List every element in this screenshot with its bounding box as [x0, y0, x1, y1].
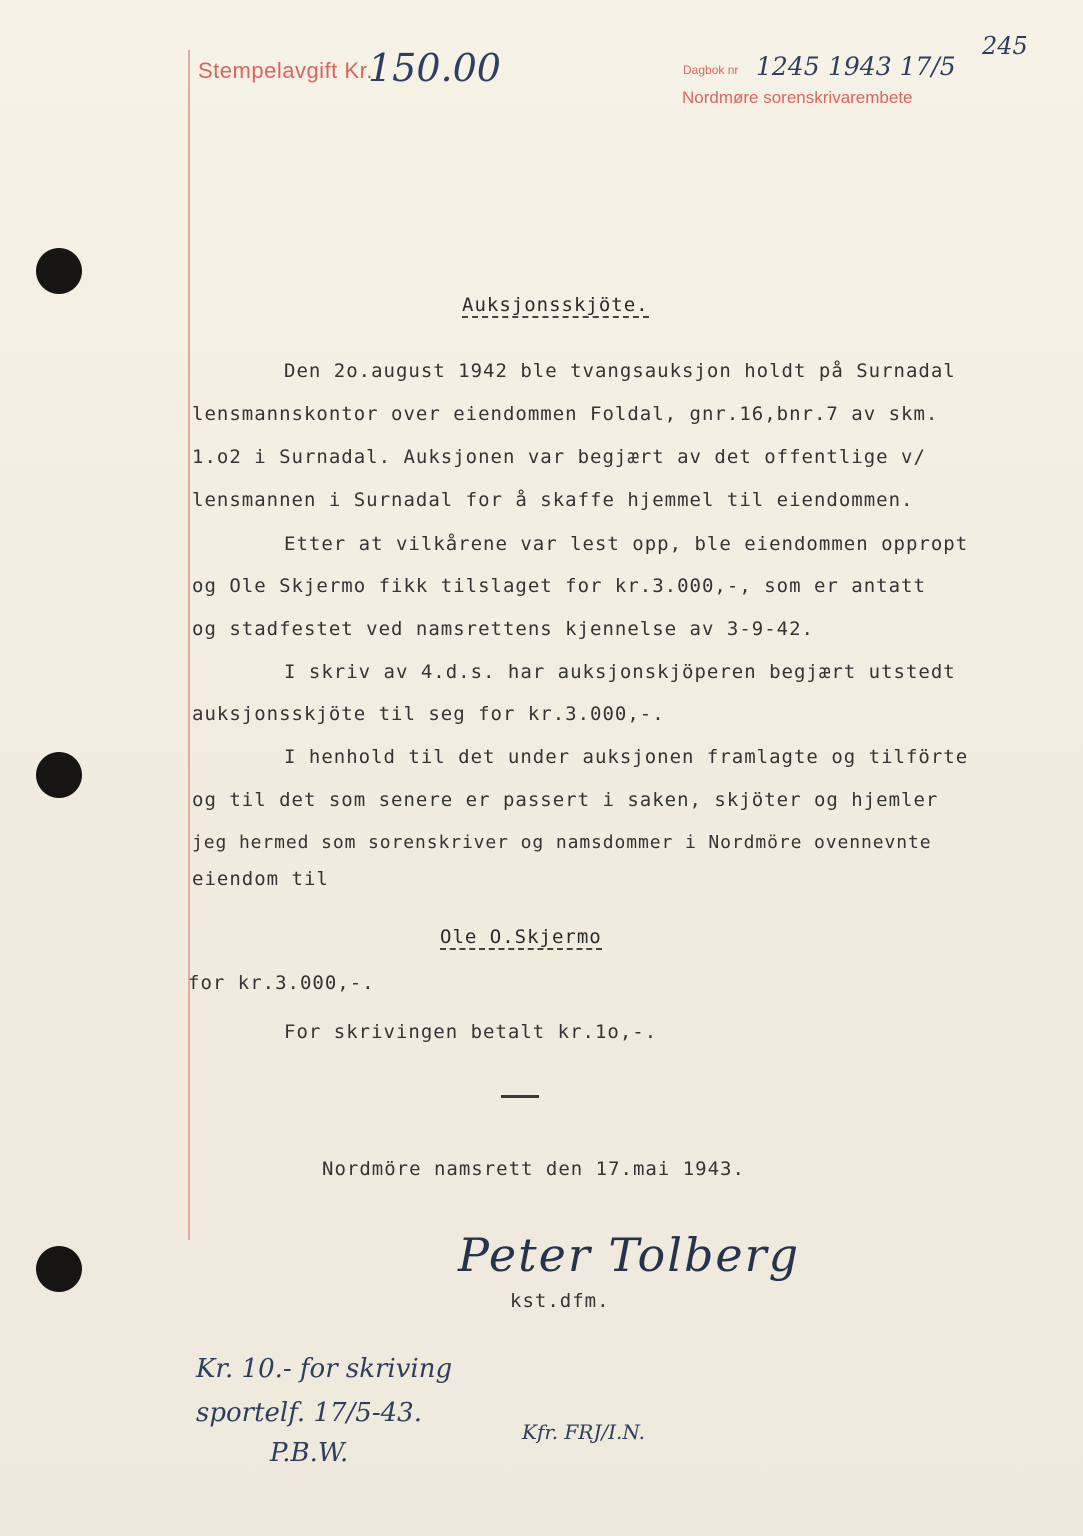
body-line-3: 1.o2 i Surnadal. Auksjonen var begjært av det offentlige v/ — [192, 446, 926, 468]
note-line-1: Kr. 10.- for skriving — [196, 1354, 453, 1384]
diary-number: 1245 — [756, 52, 820, 81]
punch-hole-top — [36, 248, 82, 294]
body-line-9: auksjonsskjöte til seg for kr.3.000,-. — [192, 703, 665, 725]
body-line-4: lensmannen i Surnadal for å skaffe hjemmel til eiendommen. — [192, 489, 914, 511]
document-title: Auksjonsskjöte. — [462, 294, 649, 316]
body-line-7: og stadfestet ved namsrettens kjennelse av 3-9-42. — [192, 618, 814, 640]
body-line-2: lensmannskontor over eiendommen Foldal, gnr.16,bnr.7 av skm. — [192, 403, 939, 425]
body-line-10: I henhold til det under auksjonen framlagte og tilförte — [284, 746, 969, 768]
body-line-11: og til det som senere er passert i saken, skjöter og hjemler — [192, 789, 939, 811]
body-line-6: og Ole Skjermo fikk tilslaget for kr.3.000,-, som er antatt — [192, 575, 926, 597]
body-line-13: eiendom til — [192, 868, 329, 890]
body-line-8: I skriv av 4.d.s. har auksjonskjöperen begjært utstedt — [284, 661, 956, 683]
separator-dash — [501, 1095, 539, 1098]
stamp-fee-amount: 150.00 — [368, 46, 501, 90]
signature-title: kst.dfm. — [510, 1290, 610, 1312]
place-date-line: Nordmöre namsrett den 17.mai 1943. — [322, 1158, 745, 1180]
diary-label: Dagbok nr — [683, 63, 739, 77]
price-line: for kr.3.000,-. — [188, 972, 375, 994]
red-margin-line — [188, 50, 190, 1240]
fee-line: For skrivingen betalt kr.1o,-. — [284, 1021, 658, 1043]
note-initials-right: Kfr. FRJ/I.N. — [522, 1420, 645, 1444]
note-initials-left: P.B.W. — [270, 1438, 349, 1468]
office-stamp: Nordmøre sorenskrivarembete — [682, 88, 913, 107]
buyer-name: Ole O.Skjermo — [440, 926, 602, 948]
body-line-12: jeg hermed som sorenskriver og namsdommer i Nordmöre ovennevnte — [192, 832, 932, 853]
body-line-5: Etter at vilkårene var lest opp, ble eiendommen oppropt — [284, 533, 969, 555]
punch-hole-bottom — [36, 1246, 82, 1292]
diary-date: 1943 17/5 — [828, 52, 956, 81]
stamp-fee-label: Stempelavgift Kr. — [198, 58, 373, 83]
page-number: 245 — [982, 32, 1028, 60]
signature: Peter Tolberg — [458, 1228, 801, 1282]
note-line-2: sportelf. 17/5-43. — [196, 1398, 422, 1428]
body-line-1: Den 2o.august 1942 ble tvangsauksjon holdt på Surnadal — [284, 360, 956, 382]
punch-hole-middle — [36, 752, 82, 798]
